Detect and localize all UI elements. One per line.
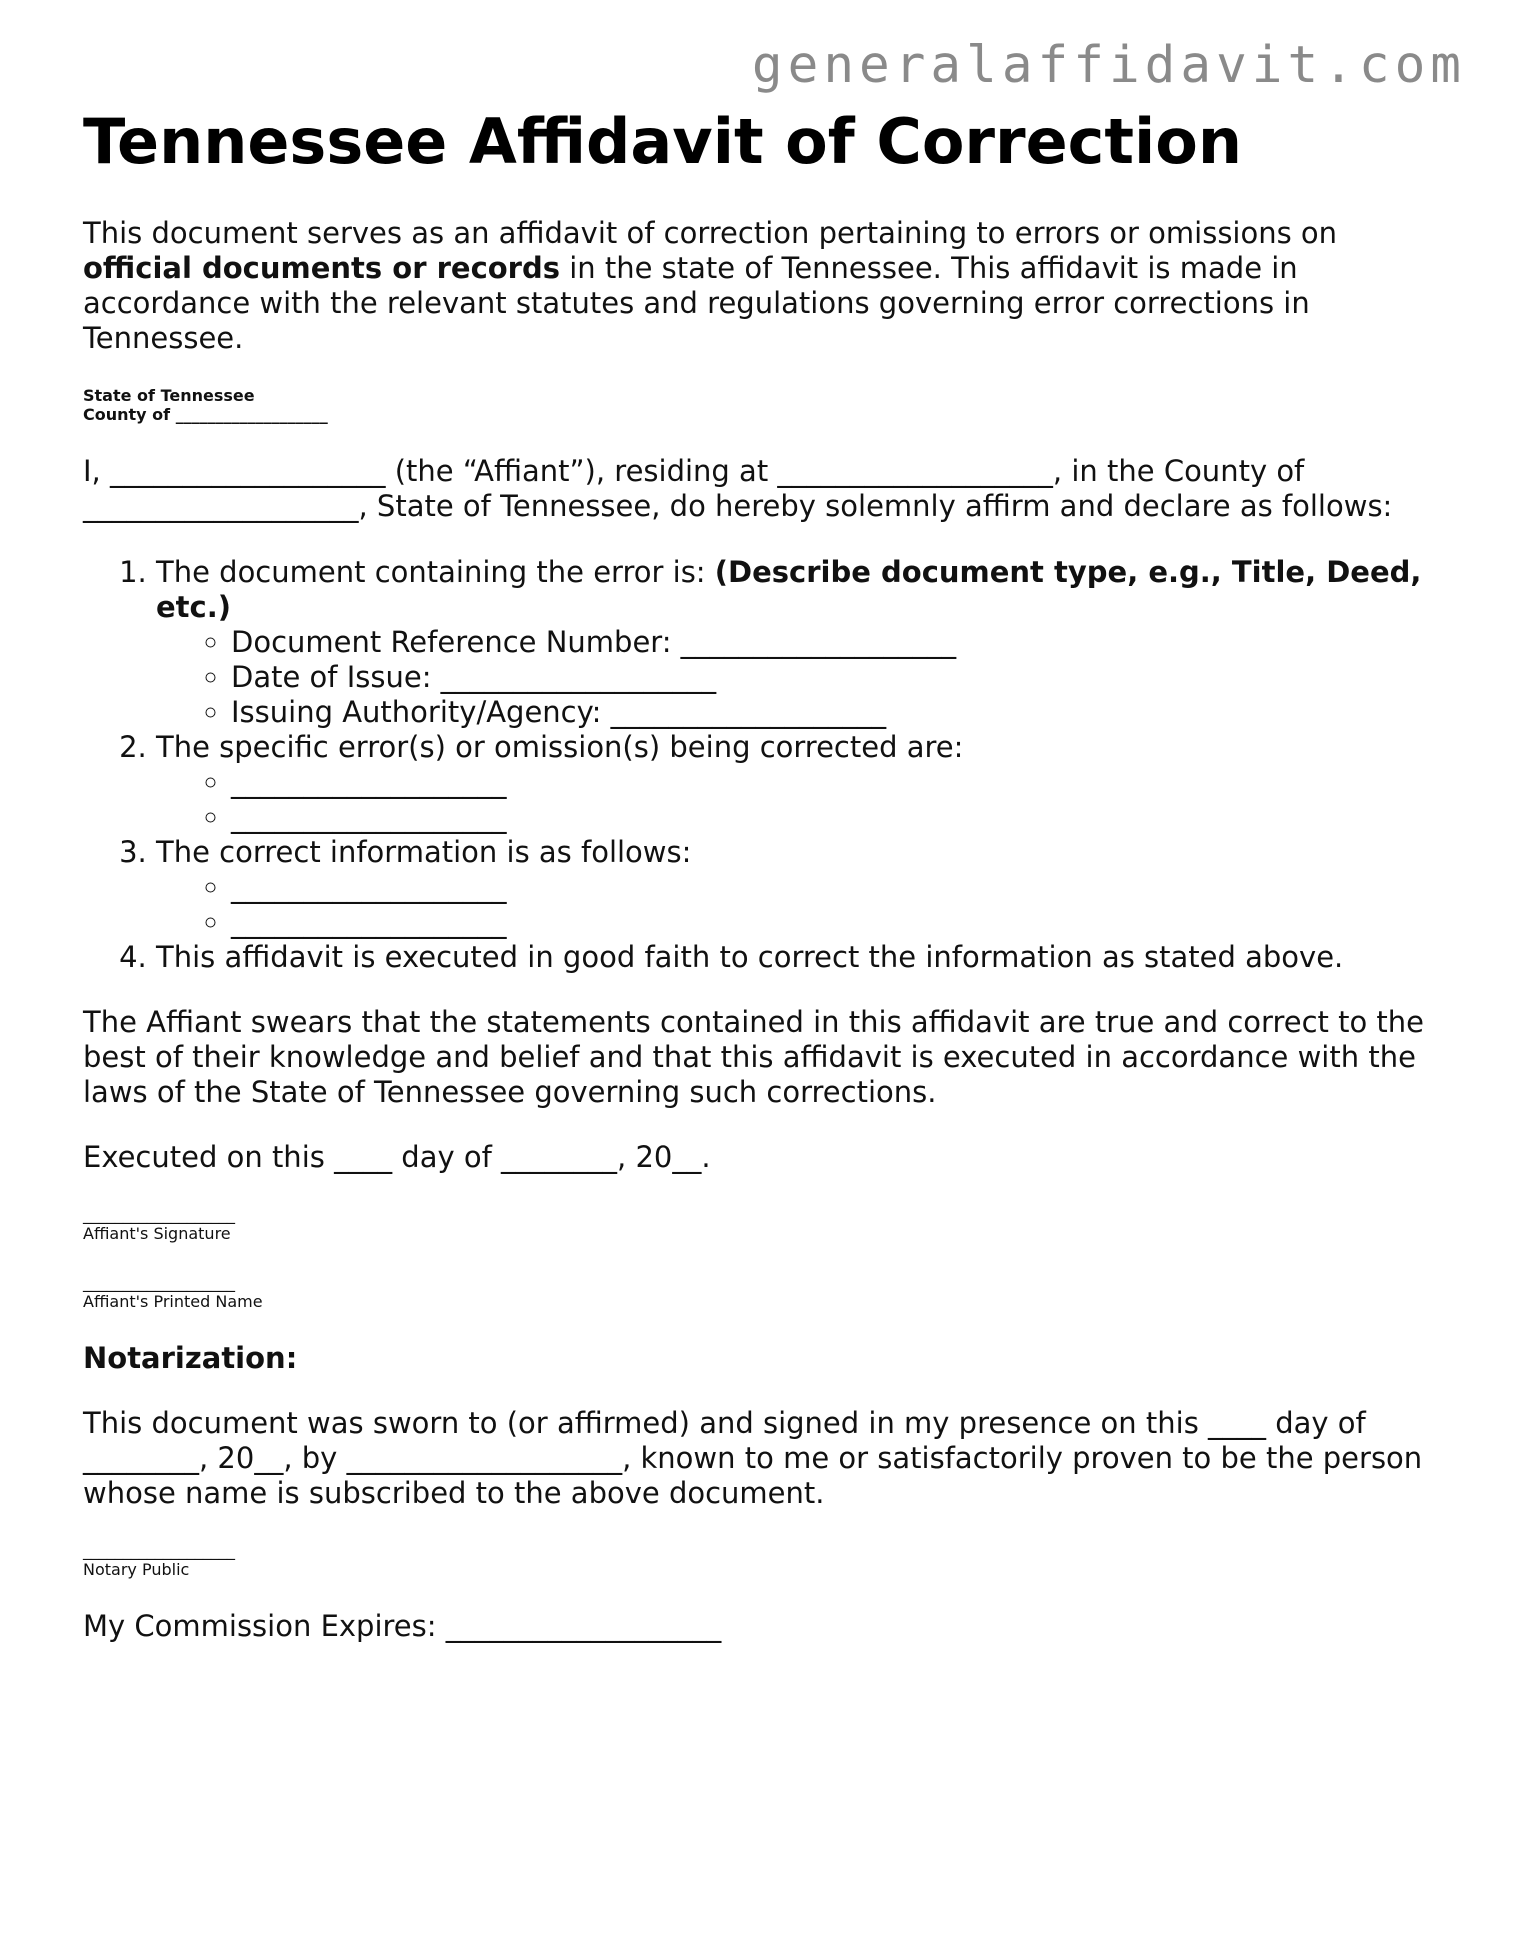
intro-text-1: This document serves as an affidavit of correction pertaining to errors or omissions on (83, 216, 1338, 250)
item3-sublist (156, 870, 1453, 940)
watermark: generalaffidavit.com (751, 36, 1466, 95)
affiant-printed-name-block (83, 1273, 1453, 1311)
sub-list-item: ◦ ___________________ (231, 800, 1453, 835)
swear-paragraph: The Affiant swears that the statements contained in this affidavit are true and correct to the best of their knowledge and belief and that this affidavit is executed in accordance with the laws of the State of Tennessee governing such corrections. (83, 1005, 1425, 1109)
notary-signature-block (83, 1541, 1453, 1579)
list-item (156, 555, 1453, 730)
item4-text: This affidavit is executed in good faith to correct the information as stated above. (156, 940, 1344, 974)
intro-text-2: in the state of Tennessee. This affidavit is made in accordance with the relevant statutes and regulations governing error corrections in Tennessee. (83, 251, 1310, 355)
item1-bold-text: (Describe document type, e.g., Title, Deed, etc.) (156, 555, 1422, 624)
printed-name-line: ___________________ (83, 1273, 235, 1292)
state-line: State of Tennessee (83, 386, 255, 405)
list-item (156, 940, 1453, 975)
document-page (83, 104, 1453, 1644)
declaration-paragraph: I, ___________________ (the “Affiant”), residing at ___________________, in the County of ___________________, State of Tennessee, do hereby solemnly affirm and declare as follows: (83, 454, 1393, 523)
printed-name-label: Affiant's Printed Name (83, 1292, 263, 1311)
notary-label: Notary Public (83, 1560, 190, 1579)
list-item (156, 730, 1453, 835)
correction-items-list (83, 555, 1453, 975)
commission-expires-line: My Commission Expires: ___________________ (83, 1609, 722, 1643)
item1-text: The document containing the error is: (156, 555, 715, 589)
sub-list-item: ◦ Issuing Authority/Agency: ___________________ (231, 695, 1453, 730)
sub-list-item: ◦ Date of Issue: ___________________ (231, 660, 1453, 695)
page-title: Tennessee Affidavit of Correction (83, 105, 1242, 178)
venue-block (83, 386, 1453, 424)
intro-paragraph (83, 216, 1453, 356)
list-item (156, 835, 1453, 940)
executed-date-line: Executed on this ____ day of ________, 20__. (83, 1140, 711, 1174)
sub-list-item: ◦ Document Reference Number: ___________________ (231, 625, 1453, 660)
sub-list-item: ◦ ___________________ (231, 765, 1453, 800)
signature-line: ___________________ (83, 1205, 235, 1224)
sub-list-item: ◦ ___________________ (231, 905, 1453, 940)
item2-text: The specific error(s) or omission(s) being corrected are: (156, 730, 964, 764)
signature-label: Affiant's Signature (83, 1224, 231, 1243)
notarization-heading: Notarization: (83, 1341, 298, 1375)
affiant-signature-block (83, 1205, 1453, 1243)
county-line: County of ___________________ (83, 405, 328, 424)
notary-line: ___________________ (83, 1541, 235, 1560)
intro-bold-text: official documents or records (83, 251, 560, 285)
item2-sublist (156, 765, 1453, 835)
sub-list-item: ◦ ___________________ (231, 870, 1453, 905)
notary-paragraph: This document was sworn to (or affirmed) and signed in my presence on this ____ day of ________, 20__, by ___________________, known to me or satisfactorily proven to be the person whose name is subscribed to the above document. (83, 1406, 1423, 1510)
item3-text: The correct information is as follows: (156, 835, 692, 869)
item1-sublist (156, 625, 1453, 730)
